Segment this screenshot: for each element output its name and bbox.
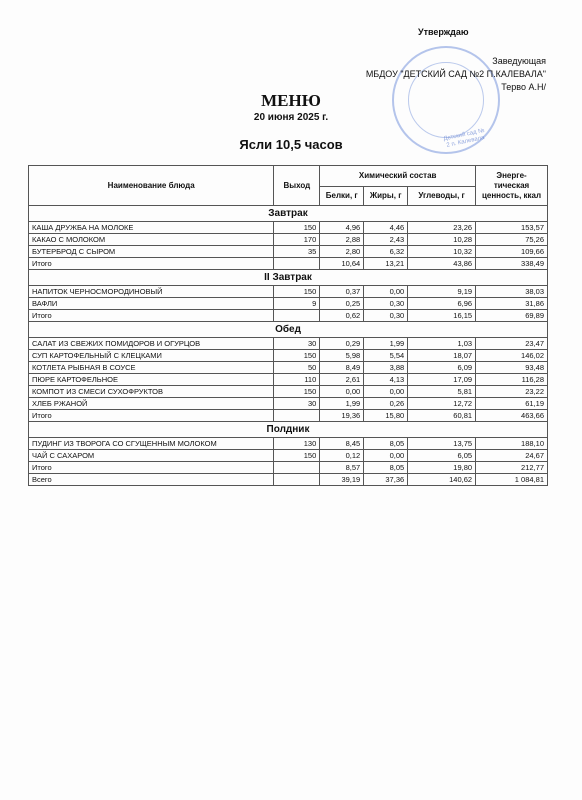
dish-protein: 4,96 bbox=[320, 222, 364, 234]
section-header bbox=[29, 422, 548, 438]
dish-output: 50 bbox=[274, 362, 320, 374]
dish-output: 150 bbox=[274, 222, 320, 234]
dish-name: КОМПОТ ИЗ СМЕСИ СУХОФРУКТОВ bbox=[29, 386, 274, 398]
approver-organization: МБДОУ "ДЕТСКИЙ САД №2 П.КАЛЕВАЛА" bbox=[365, 69, 546, 79]
total-output-empty bbox=[274, 258, 320, 270]
dish-carb: 10,32 bbox=[408, 246, 476, 258]
dish-carb: 5,81 bbox=[408, 386, 476, 398]
dish-fat: 0,00 bbox=[364, 450, 408, 462]
dish-output: 110 bbox=[274, 374, 320, 386]
dish-energy: 153,57 bbox=[476, 222, 548, 234]
table-row bbox=[29, 338, 548, 350]
col-header-protein: Белки, г bbox=[320, 187, 364, 206]
dish-protein: 2,88 bbox=[320, 234, 364, 246]
dish-name: БУТЕРБРОД С СЫРОМ bbox=[29, 246, 274, 258]
table-row bbox=[29, 398, 548, 410]
dish-energy: 188,10 bbox=[476, 438, 548, 450]
dish-name: НАПИТОК ЧЕРНОСМОРОДИНОВЫЙ bbox=[29, 286, 274, 298]
table-row bbox=[29, 286, 548, 298]
dish-energy: 24,67 bbox=[476, 450, 548, 462]
dish-energy: 38,03 bbox=[476, 286, 548, 298]
dish-protein: 8,45 bbox=[320, 438, 364, 450]
col-header-name: Наименование блюда bbox=[29, 166, 274, 206]
table-row bbox=[29, 222, 548, 234]
dish-protein: 0,25 bbox=[320, 298, 364, 310]
dish-carb: 1,03 bbox=[408, 338, 476, 350]
dish-energy: 116,28 bbox=[476, 374, 548, 386]
dish-carb: 6,09 bbox=[408, 362, 476, 374]
dish-output: 30 bbox=[274, 398, 320, 410]
total-energy: 212,77 bbox=[476, 462, 548, 474]
grand-total-row bbox=[29, 474, 548, 486]
dish-energy: 109,66 bbox=[476, 246, 548, 258]
grand-total-energy: 1 084,81 bbox=[476, 474, 548, 486]
total-protein: 8,57 bbox=[320, 462, 364, 474]
dish-carb: 17,09 bbox=[408, 374, 476, 386]
dish-protein: 2,80 bbox=[320, 246, 364, 258]
dish-energy: 23,47 bbox=[476, 338, 548, 350]
dish-output: 35 bbox=[274, 246, 320, 258]
stamp-text: Детский сад № 2 п. Калевала bbox=[443, 127, 486, 150]
col-header-energy: Энерге-тическая ценность, ккал bbox=[476, 166, 548, 206]
col-header-output: Выход bbox=[274, 166, 320, 206]
total-protein: 19,36 bbox=[320, 410, 364, 422]
dish-name: ПЮРЕ КАРТОФЕЛЬНОЕ bbox=[29, 374, 274, 386]
total-energy: 69,89 bbox=[476, 310, 548, 322]
col-header-carb: Углеводы, г bbox=[408, 187, 476, 206]
dish-energy: 61,19 bbox=[476, 398, 548, 410]
total-label: Итого bbox=[29, 310, 274, 322]
section-title: Завтрак bbox=[29, 206, 548, 222]
dish-name: САЛАТ ИЗ СВЕЖИХ ПОМИДОРОВ И ОГУРЦОВ bbox=[29, 338, 274, 350]
menu-title: МЕНЮ bbox=[261, 91, 321, 110]
approver-name: Терво А.Н/ bbox=[501, 82, 546, 92]
dish-name: ПУДИНГ ИЗ ТВОРОГА СО СГУЩЕННЫМ МОЛОКОМ bbox=[29, 438, 274, 450]
dish-fat: 2,43 bbox=[364, 234, 408, 246]
dish-fat: 8,05 bbox=[364, 438, 408, 450]
table-row bbox=[29, 374, 548, 386]
dish-name: ХЛЕБ РЖАНОЙ bbox=[29, 398, 274, 410]
dish-name: ЧАЙ С САХАРОМ bbox=[29, 450, 274, 462]
total-carb: 43,86 bbox=[408, 258, 476, 270]
dish-fat: 0,26 bbox=[364, 398, 408, 410]
section-header bbox=[29, 206, 548, 222]
total-row bbox=[29, 310, 548, 322]
dish-carb: 6,05 bbox=[408, 450, 476, 462]
dish-output: 30 bbox=[274, 338, 320, 350]
dish-output: 150 bbox=[274, 350, 320, 362]
dish-output: 9 bbox=[274, 298, 320, 310]
dish-name: КАША ДРУЖБА НА МОЛОКЕ bbox=[29, 222, 274, 234]
dish-output: 130 bbox=[274, 438, 320, 450]
total-label: Итого bbox=[29, 462, 274, 474]
total-energy: 463,66 bbox=[476, 410, 548, 422]
total-fat: 13,21 bbox=[364, 258, 408, 270]
dish-energy: 146,02 bbox=[476, 350, 548, 362]
dish-protein: 0,37 bbox=[320, 286, 364, 298]
total-fat: 15,80 bbox=[364, 410, 408, 422]
table-row bbox=[29, 246, 548, 258]
section-title: II Завтрак bbox=[29, 270, 548, 286]
dish-fat: 5,54 bbox=[364, 350, 408, 362]
grand-total-protein: 39,19 bbox=[320, 474, 364, 486]
dish-name: СУП КАРТОФЕЛЬНЫЙ С КЛЕЦКАМИ bbox=[29, 350, 274, 362]
table-row bbox=[29, 386, 548, 398]
approve-title: Утверждаю bbox=[418, 27, 469, 37]
section-title: Полдник bbox=[29, 422, 548, 438]
dish-energy: 75,26 bbox=[476, 234, 548, 246]
menu-table bbox=[28, 165, 548, 486]
dish-protein: 0,12 bbox=[320, 450, 364, 462]
dish-name: КОТЛЕТА РЫБНАЯ В СОУСЕ bbox=[29, 362, 274, 374]
total-carb: 19,80 bbox=[408, 462, 476, 474]
section-header bbox=[29, 270, 548, 286]
grand-total-output-empty bbox=[274, 474, 320, 486]
dish-protein: 5,98 bbox=[320, 350, 364, 362]
dish-carb: 10,28 bbox=[408, 234, 476, 246]
total-label: Итого bbox=[29, 258, 274, 270]
dish-output: 150 bbox=[274, 286, 320, 298]
total-output-empty bbox=[274, 462, 320, 474]
dish-energy: 93,48 bbox=[476, 362, 548, 374]
col-header-fat: Жиры, г bbox=[364, 187, 408, 206]
dish-fat: 0,00 bbox=[364, 386, 408, 398]
total-row bbox=[29, 462, 548, 474]
total-fat: 0,30 bbox=[364, 310, 408, 322]
dish-protein: 8,49 bbox=[320, 362, 364, 374]
dish-name: ВАФЛИ bbox=[29, 298, 274, 310]
dish-fat: 0,00 bbox=[364, 286, 408, 298]
table-row bbox=[29, 350, 548, 362]
grand-total-label: Всего bbox=[29, 474, 274, 486]
total-protein: 0,62 bbox=[320, 310, 364, 322]
approver-position: Заведующая bbox=[492, 56, 546, 66]
dish-fat: 4,46 bbox=[364, 222, 408, 234]
menu-group: Ясли 10,5 часов bbox=[239, 137, 343, 152]
table-row bbox=[29, 450, 548, 462]
grand-total-carb: 140,62 bbox=[408, 474, 476, 486]
total-protein: 10,64 bbox=[320, 258, 364, 270]
dish-fat: 1,99 bbox=[364, 338, 408, 350]
total-energy: 338,49 bbox=[476, 258, 548, 270]
dish-name: КАКАО С МОЛОКОМ bbox=[29, 234, 274, 246]
total-carb: 60,81 bbox=[408, 410, 476, 422]
dish-output: 170 bbox=[274, 234, 320, 246]
dish-output: 150 bbox=[274, 386, 320, 398]
dish-carb: 23,26 bbox=[408, 222, 476, 234]
dish-energy: 31,86 bbox=[476, 298, 548, 310]
dish-fat: 6,32 bbox=[364, 246, 408, 258]
table-row bbox=[29, 234, 548, 246]
table-row bbox=[29, 298, 548, 310]
dish-protein: 0,29 bbox=[320, 338, 364, 350]
section-title: Обед bbox=[29, 322, 548, 338]
dish-fat: 3,88 bbox=[364, 362, 408, 374]
dish-carb: 9,19 bbox=[408, 286, 476, 298]
table-row bbox=[29, 438, 548, 450]
dish-energy: 23,22 bbox=[476, 386, 548, 398]
total-label: Итого bbox=[29, 410, 274, 422]
dish-fat: 0,30 bbox=[364, 298, 408, 310]
dish-fat: 4,13 bbox=[364, 374, 408, 386]
total-row bbox=[29, 258, 548, 270]
grand-total-fat: 37,36 bbox=[364, 474, 408, 486]
dish-carb: 13,75 bbox=[408, 438, 476, 450]
dish-carb: 12,72 bbox=[408, 398, 476, 410]
col-header-chem: Химический состав bbox=[320, 166, 476, 187]
table-row bbox=[29, 362, 548, 374]
total-row bbox=[29, 410, 548, 422]
dish-carb: 6,96 bbox=[408, 298, 476, 310]
total-output-empty bbox=[274, 410, 320, 422]
section-header bbox=[29, 322, 548, 338]
dish-protein: 0,00 bbox=[320, 386, 364, 398]
total-carb: 16,15 bbox=[408, 310, 476, 322]
dish-protein: 2,61 bbox=[320, 374, 364, 386]
total-fat: 8,05 bbox=[364, 462, 408, 474]
menu-body bbox=[29, 206, 548, 486]
dish-protein: 1,99 bbox=[320, 398, 364, 410]
dish-output: 150 bbox=[274, 450, 320, 462]
menu-date: 20 июня 2025 г. bbox=[253, 112, 329, 123]
dish-carb: 18,07 bbox=[408, 350, 476, 362]
total-output-empty bbox=[274, 310, 320, 322]
